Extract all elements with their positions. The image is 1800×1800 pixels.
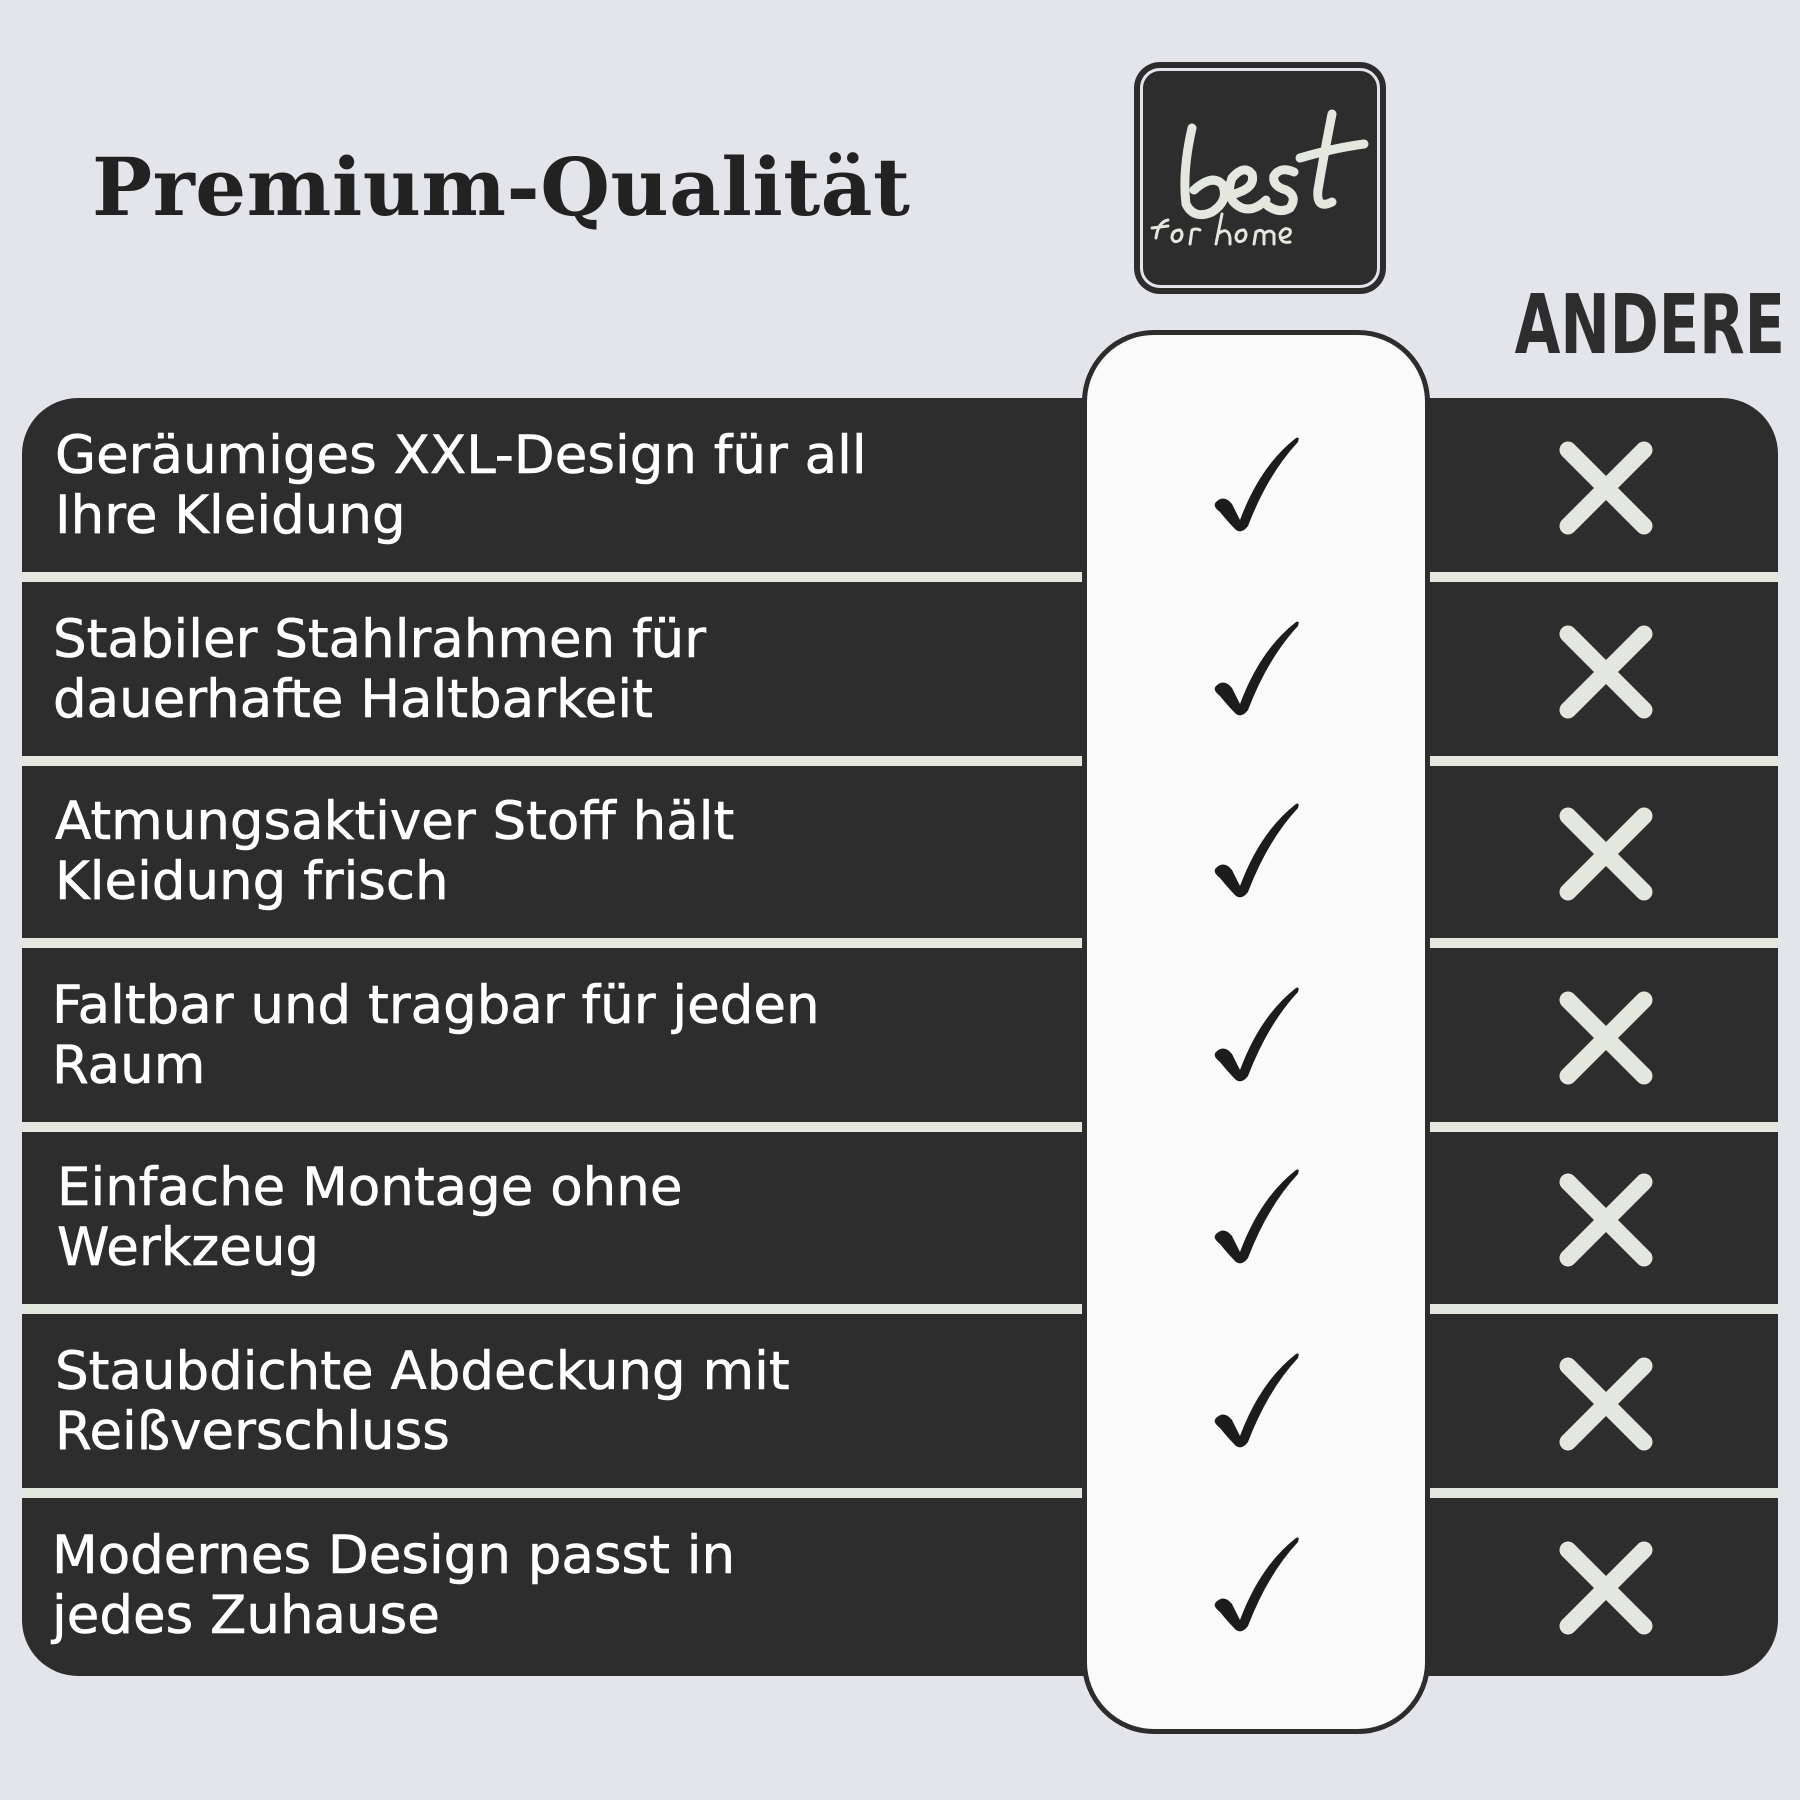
feature-label: [55, 1342, 1055, 1462]
feature-label: [55, 792, 1055, 912]
check-icon: [1208, 430, 1308, 540]
feature-label: [53, 610, 1053, 730]
feature-label-line2: Werkzeug: [57, 1217, 320, 1278]
row-separator: [22, 1488, 1778, 1498]
cross-icon: [1556, 988, 1656, 1088]
page-title: Premium-Qualität: [92, 140, 911, 234]
feature-label-line1: Geräumiges XXL-Design für all: [55, 425, 867, 486]
feature-label-line2: Raum: [52, 1035, 206, 1096]
feature-label-line2: Ihre Kleidung: [55, 485, 406, 546]
cross-icon: [1556, 1354, 1656, 1454]
feature-label-line1: Staubdichte Abdeckung mit: [55, 1341, 790, 1402]
feature-label-line2: jedes Zuhause: [52, 1585, 440, 1646]
feature-label-line1: Atmungsaktiver Stoff hält: [55, 791, 735, 852]
cross-icon: [1556, 1170, 1656, 1270]
brand-logo: [1134, 62, 1386, 294]
feature-label-line1: Einfache Montage ohne: [57, 1157, 683, 1218]
row-separator: [22, 1304, 1778, 1314]
cross-icon: [1556, 622, 1656, 722]
feature-label-line1: Modernes Design passt in: [52, 1525, 736, 1586]
check-icon: [1208, 796, 1308, 906]
check-icon: [1208, 1346, 1308, 1456]
row-separator: [22, 938, 1778, 948]
column-header-other: ANDERE: [1514, 278, 1785, 373]
check-icon: [1208, 980, 1308, 1090]
check-icon: [1208, 1162, 1308, 1272]
feature-label: [55, 426, 1055, 546]
feature-label-line2: dauerhafte Haltbarkeit: [53, 669, 653, 730]
cross-icon: [1556, 804, 1656, 904]
check-icon: [1208, 614, 1308, 724]
feature-label: [57, 1158, 1057, 1278]
comparison-table: [22, 398, 1778, 1676]
feature-label-line2: Kleidung frisch: [55, 851, 449, 912]
cross-icon: [1556, 438, 1656, 538]
cross-icon: [1556, 1538, 1656, 1638]
check-icon: [1208, 1530, 1308, 1640]
row-separator: [22, 572, 1778, 582]
feature-label-line1: Faltbar und tragbar für jeden: [52, 975, 820, 1036]
feature-label-line1: Stabiler Stahlrahmen für: [53, 609, 707, 670]
row-separator: [22, 756, 1778, 766]
feature-label: [52, 1526, 1052, 1646]
row-separator: [22, 1122, 1778, 1132]
feature-label: [52, 976, 1052, 1096]
feature-label-line2: Reißverschluss: [55, 1401, 450, 1462]
